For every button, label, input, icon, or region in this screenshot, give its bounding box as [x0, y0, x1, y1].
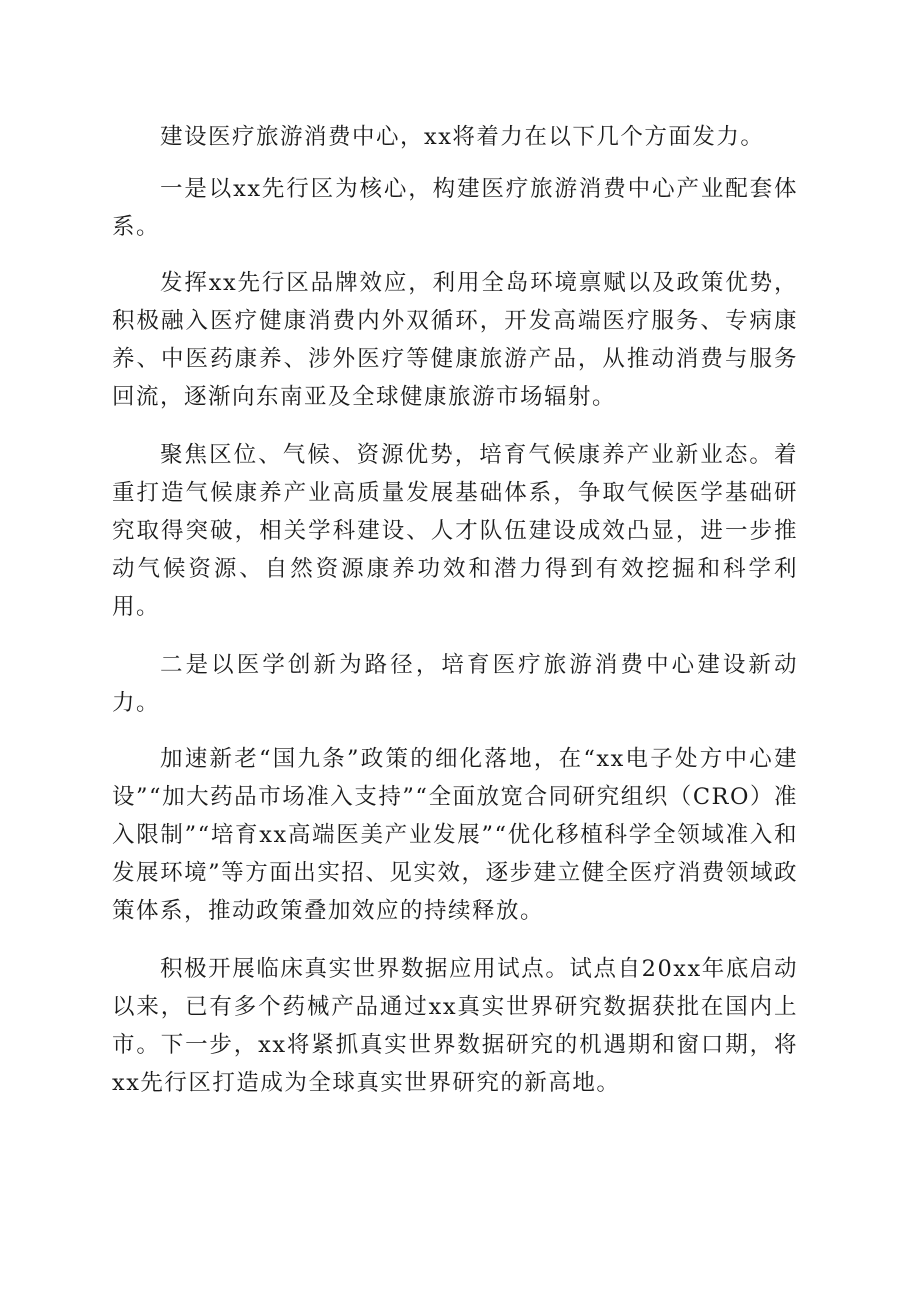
- paragraph-point-two-heading: 二是以医学创新为路径，培育医疗旅游消费中心建设新动力。: [112, 652, 798, 716]
- paragraph-real-world-data: 积极开展临床真实世界数据应用试点。试点自20xx年底启动以来，已有多个药械产品通过xx真实世界研究数据获批在国内上市。下一步，xx将紧抓真实世界数据研究的机遇期和窗口期，将xx先行区打造成为全球真实世界研究的新高地。: [112, 956, 798, 1096]
- paragraph-point-one-heading: 一是以xx先行区为核心，构建医疗旅游消费中心产业配套体系。: [112, 176, 798, 240]
- paragraph-intro: 建设医疗旅游消费中心，xx将着力在以下几个方面发力。: [160, 124, 765, 150]
- paragraph-brand-effect: 发挥xx先行区品牌效应，利用全岛环境禀赋以及政策优势，积极融入医疗健康消费内外双循环，开发高端医疗服务、专病康养、中医药康养、涉外医疗等健康旅游产品，从推动消费与服务回流，逐渐向东南亚及全球健康旅游市场辐射。: [112, 270, 798, 410]
- document-body: [112, 118, 798, 1102]
- paragraph-climate-wellness: 聚焦区位、气候、资源优势，培育气候康养产业新业态。着重打造气候康养产业高质量发展基础体系，争取气候医学基础研究取得突破，相关学科建设、人才队伍建设成效凸显，进一步推动气候资源、自然资源康养功效和潜力得到有效挖掘和科学利用。: [112, 442, 798, 620]
- paragraph-policy-implementation: 加速新老“国九条”政策的细化落地，在“xx电子处方中心建设”“加大药品市场准入支持”“全面放宽合同研究组织（CRO）准入限制”“培育xx高端医美产业发展”“优化移植科学全领域准入和发展环境”等方面出实招、见实效，逐步建立健全医疗消费领域政策体系，推动政策叠加效应的持续释放。: [112, 746, 798, 924]
